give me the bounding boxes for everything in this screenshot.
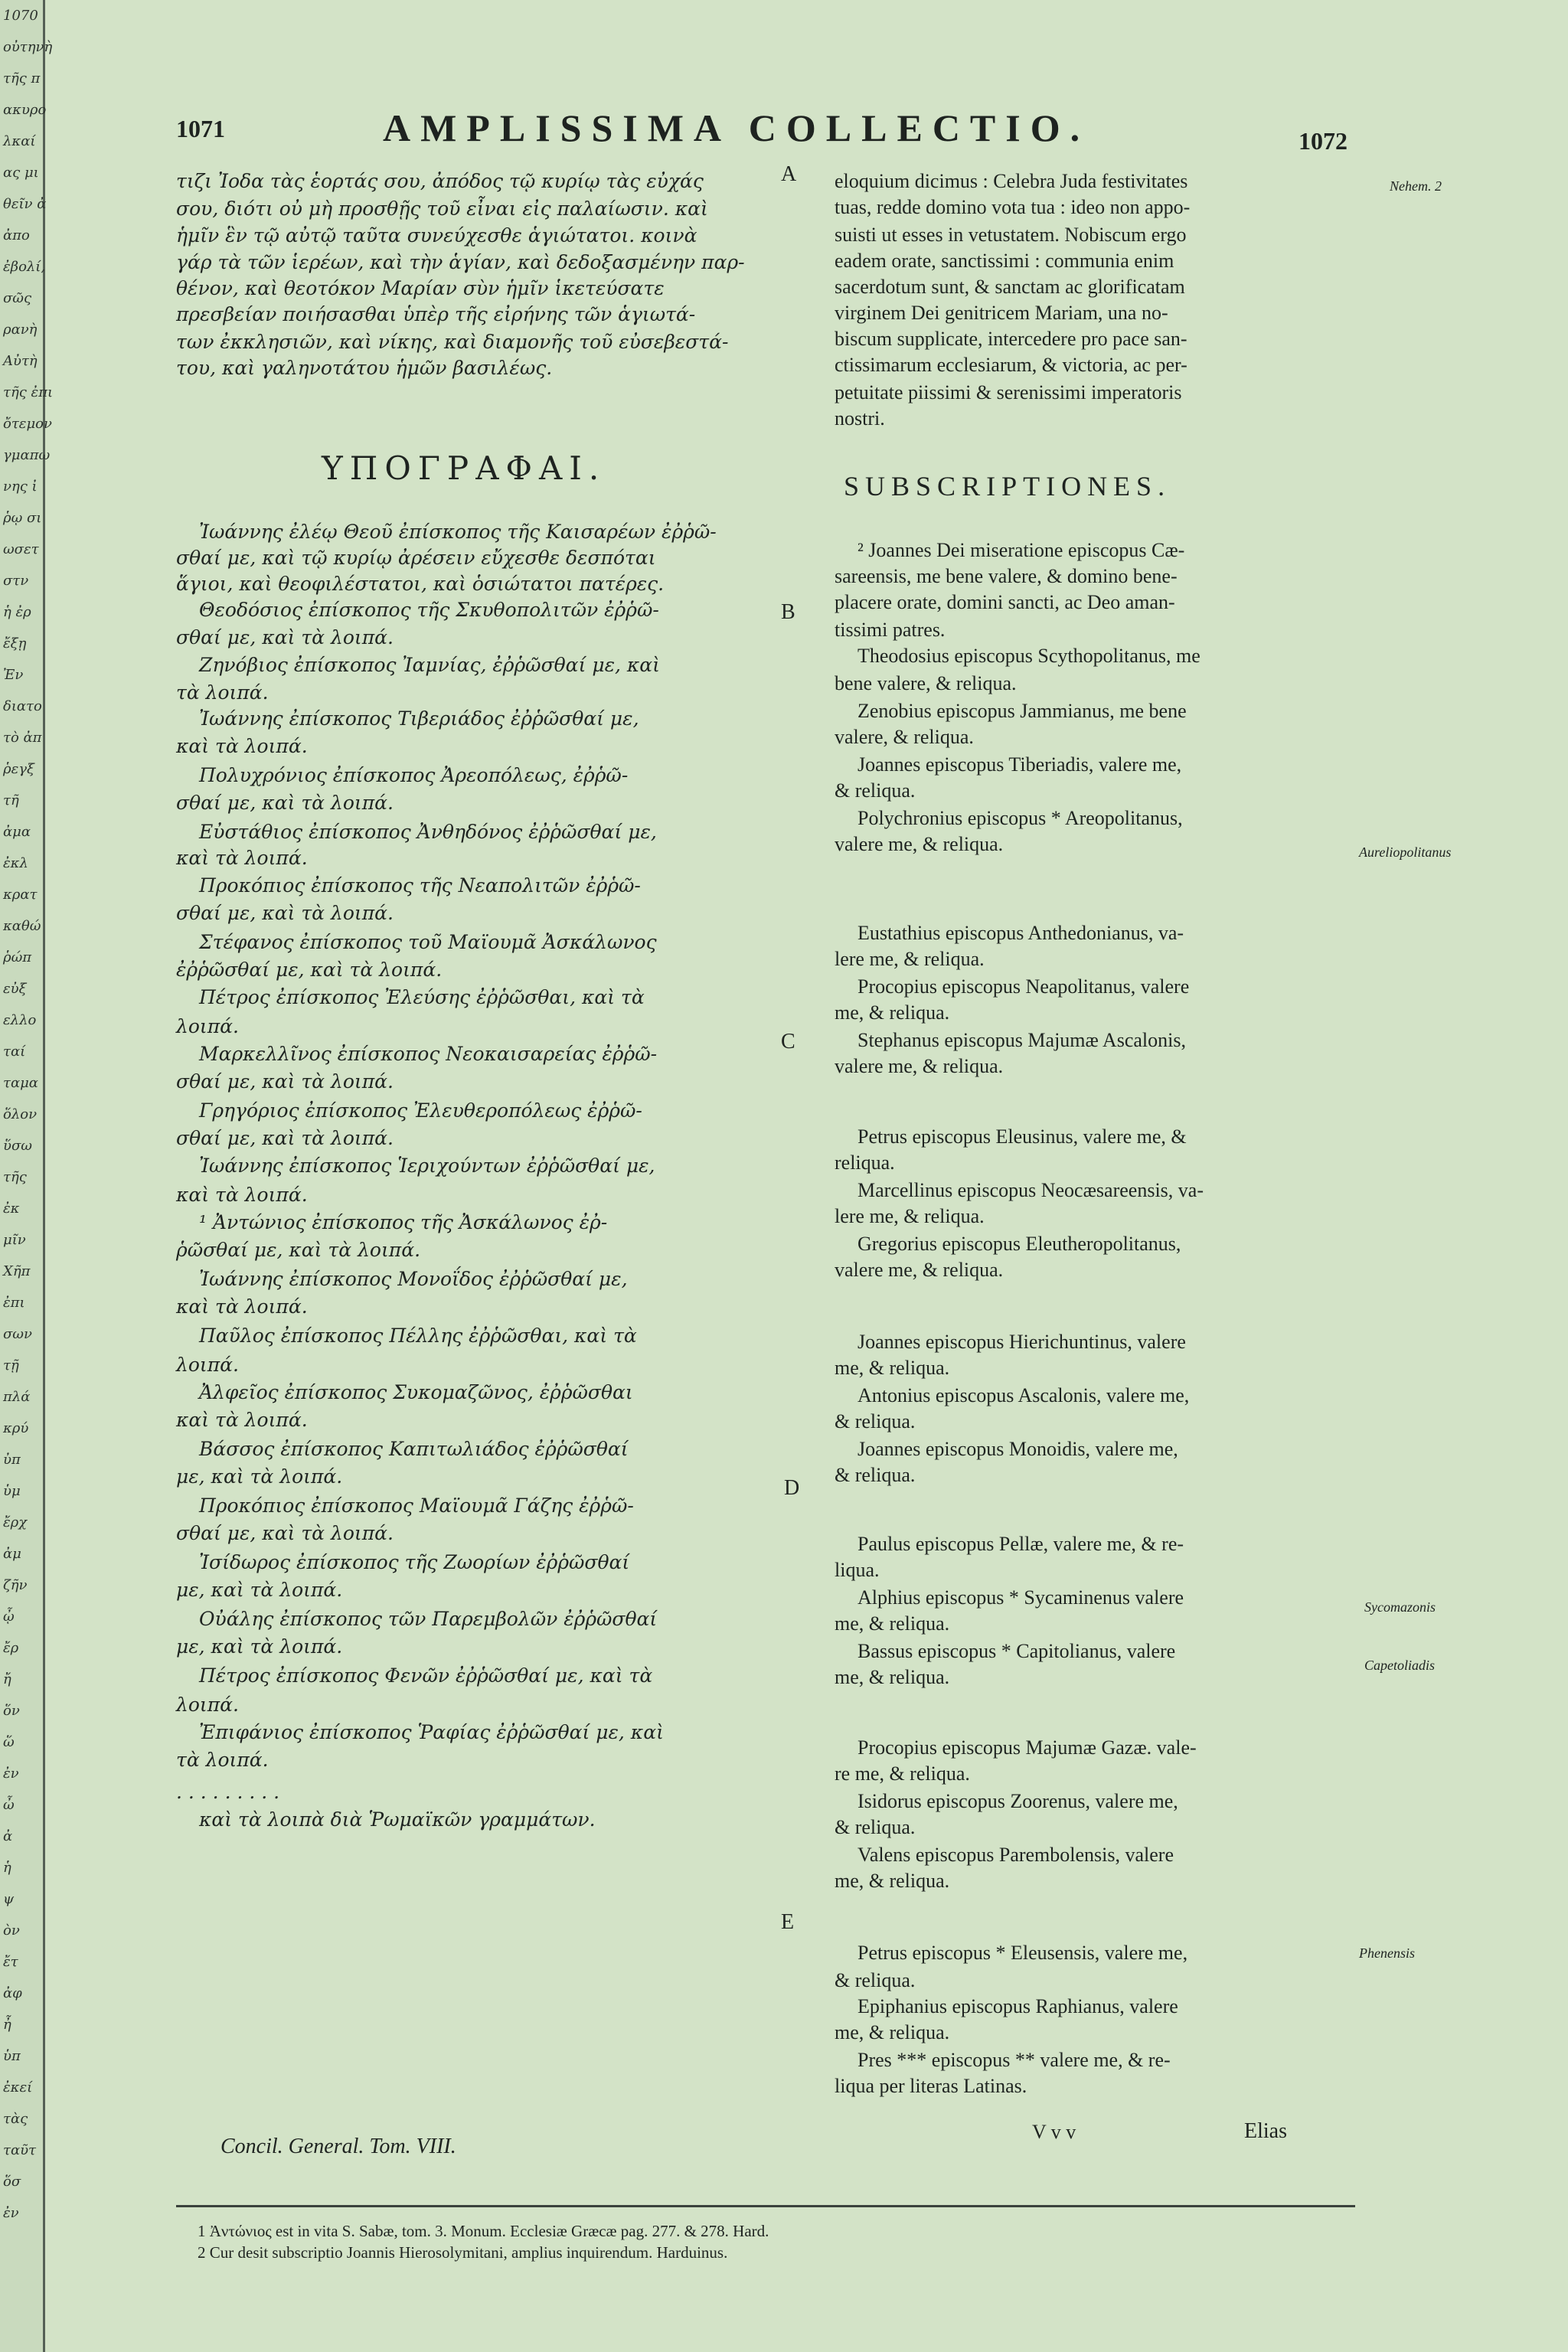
- text-line: Petrus episcopus * Eleusensis, valere me,: [858, 1942, 1188, 1964]
- text-line: bene valere, & reliqua.: [835, 672, 1017, 694]
- text-line: biscum supplicate, intercedere pro pace san-: [835, 328, 1187, 350]
- text-line: Παῦλος ἐπίσκοπος Πέλλης ἐῤῥῶσθαι, καὶ τὰ: [199, 1325, 637, 1347]
- margin-fragment: ὑπ: [3, 2048, 21, 2064]
- page-number-right: 1072: [1298, 127, 1348, 155]
- text-line: Bassus episcopus * Capitolianus, valere: [858, 1640, 1176, 1662]
- margin-fragment: οὐτηνὴ: [3, 39, 53, 55]
- text-line: θένον, καὶ θεοτόκον Μαρίαν σὺν ἡμῖν ἱκετεύσατε: [176, 277, 665, 299]
- page-header: [176, 106, 1348, 159]
- margin-fragment: ὦ: [3, 1797, 15, 1813]
- text-line: καὶ τὰ λοιπά.: [176, 735, 308, 757]
- margin-fragment: ἤ: [3, 1671, 11, 1687]
- text-line: λοιπά.: [176, 1015, 239, 1037]
- text-line: σθαί με, καὶ τῷ κυρίῳ ἀρέσειν εὔχεσθε δεσπόται: [176, 547, 656, 569]
- margin-fragment: ἔρχ: [3, 1514, 28, 1530]
- text-line: πρεσβείαν ποιήσασθαι ὑπὲρ τῆς εἰρήνης τῶν ἁγιωτά-: [176, 303, 696, 325]
- text-line: καὶ τὰ λοιπὰ διὰ Ῥωμαϊκῶν γραμμάτων.: [199, 1808, 596, 1831]
- margin-fragment: ῥῳ σι: [3, 510, 42, 526]
- margin-fragment: ωσετ: [3, 541, 39, 557]
- text-line: virginem Dei genitricem Mariam, una no-: [835, 302, 1168, 324]
- text-line: sareensis, me bene valere, & domino bene-: [835, 565, 1178, 587]
- text-line: Paulus episcopus Pellæ, valere me, & re-: [858, 1533, 1184, 1555]
- margin-fragment: ἐβολί,: [3, 259, 46, 275]
- margin-fragment: κρατ: [3, 887, 38, 903]
- text-line: καὶ τὰ λοιπά.: [176, 1409, 308, 1431]
- text-line: Marcellinus episcopus Neocæsareensis, va-: [858, 1179, 1204, 1201]
- text-line: Γρηγόριος ἐπίσκοπος Ἐλευθεροπόλεως ἐῤῥῶ-: [199, 1099, 642, 1122]
- text-line: Θεοδόσιος ἐπίσκοπος τῆς Σκυθοπολιτῶν ἐῤῥῶ-: [199, 599, 659, 621]
- side-note-aureliopolitanus: Aureliopolitanus: [1359, 844, 1452, 860]
- margin-fragment: ζῆν: [3, 1577, 28, 1593]
- margin-fragment: ἐκ: [3, 1200, 20, 1217]
- text-line: nostri.: [835, 407, 885, 430]
- footnote-2: 2 Cur desit subscriptio Joannis Hierosolymitani, amplius inquirendum. Harduinus.: [198, 2243, 728, 2262]
- footnote-rule: [176, 2205, 1355, 2207]
- margin-fragment: κρύ: [3, 1420, 29, 1436]
- text-line: τιζι Ἰοδα τὰς ἑορτάς σου, ἀπόδος τῷ κυρίῳ τὰς εὐχάς: [176, 170, 704, 192]
- margin-fragment: στν: [3, 573, 29, 589]
- side-note-capetoliadis: Capetoliadis: [1364, 1658, 1436, 1673]
- margin-fragment: ελλο: [3, 1012, 37, 1028]
- text-line: Joannes episcopus Hierichuntinus, valere: [858, 1331, 1186, 1353]
- text-line: Stephanus episcopus Majumæ Ascalonis,: [858, 1029, 1186, 1051]
- margin-fragment: ἡ: [3, 1860, 11, 1876]
- margin-letter-b: B: [781, 600, 795, 624]
- text-line: liqua per literas Latinas.: [835, 2075, 1027, 2097]
- text-line: Zenobius episcopus Jammianus, me bene: [858, 700, 1187, 722]
- text-line: Antonius episcopus Ascalonis, valere me,: [858, 1384, 1190, 1406]
- text-line: ἡμῖν ἓν τῷ αὐτῷ ταῦτα συνεύχεσθε ἁγιώτατοι. κοινὰ: [176, 224, 697, 247]
- text-line: . . . . . . . . .: [176, 1781, 280, 1803]
- margin-fragment: ὑμ: [3, 1483, 21, 1499]
- text-line: Pres *** episcopus ** valere me, & re-: [858, 2049, 1171, 2071]
- text-line: petuitate piissimi & serenissimi imperatoris: [835, 381, 1182, 403]
- margin-fragment: Χῆπ: [3, 1263, 31, 1279]
- left-margin-strip: [0, 0, 54, 2352]
- signature-mark: V v v: [1032, 2121, 1076, 2143]
- margin-fragment: γμαπω: [3, 447, 51, 463]
- text-line: re me, & reliqua.: [835, 1762, 970, 1785]
- text-line: me, & reliqua.: [835, 2021, 950, 2043]
- margin-fragment: πλά: [3, 1389, 31, 1405]
- margin-fragment: ἀφ: [3, 1985, 22, 2001]
- margin-fragment: σων: [3, 1326, 32, 1342]
- text-line: & reliqua.: [835, 1464, 916, 1486]
- margin-letter-c: C: [781, 1030, 795, 1054]
- text-line: Procopius episcopus Majumæ Gazæ. vale-: [858, 1736, 1197, 1759]
- text-line: valere me, & reliqua.: [835, 1259, 1004, 1281]
- text-line: eadem orate, sanctissimi : communia enim: [835, 250, 1174, 272]
- text-line: ¹ Ἀντώνιος ἐπίσκοπος τῆς Ἀσκάλωνος ἐῤ-: [199, 1211, 608, 1233]
- text-line: καὶ τὰ λοιπά.: [176, 1184, 308, 1206]
- margin-fragment: τῇ: [3, 1357, 19, 1374]
- text-line: liqua.: [835, 1559, 880, 1581]
- margin-fragment: ἐκλ: [3, 855, 28, 871]
- margin-fragment: ἔρ: [3, 1640, 19, 1656]
- text-line: Gregorius episcopus Eleutheropolitanus,: [858, 1233, 1181, 1255]
- margin-fragment: ρανὴ: [3, 322, 38, 338]
- text-line: σου, διότι οὐ μὴ προσθῇς τοῦ εἶναι εἰς παλαίωσιν. καὶ: [176, 198, 708, 220]
- margin-fragment: σῶς: [3, 290, 32, 306]
- text-line: & reliqua.: [835, 1969, 916, 1991]
- text-line: Procopius episcopus Neapolitanus, valere: [858, 975, 1190, 998]
- text-line: lere me, & reliqua.: [835, 1205, 985, 1227]
- text-line: valere me, & reliqua.: [835, 1055, 1004, 1077]
- margin-fragment: ἡ ἐρ: [3, 604, 31, 620]
- text-line: me, & reliqua.: [835, 1666, 950, 1688]
- margin-fragment: νης ἰ: [3, 479, 38, 495]
- text-line: ² Joannes Dei miseratione episcopus Cæ-: [858, 539, 1185, 561]
- text-line: & reliqua.: [835, 1816, 916, 1838]
- text-line: Eustathius episcopus Anthedonianus, va-: [858, 922, 1184, 944]
- margin-fragment: ἀμα: [3, 824, 31, 840]
- text-line: του, καὶ γαληνοτάτου ἡμῶν βασιλέως.: [176, 357, 553, 379]
- margin-fragment: τῆ: [3, 792, 19, 808]
- text-line: Ἰωάννης ἐπίσκοπος Τιβεριάδος ἐῤῥῶσθαί με,: [199, 707, 639, 730]
- margin-fragment: ῥεγξ: [3, 761, 34, 777]
- text-line: Πολυχρόνιος ἐπίσκοπος Ἀρεοπόλεως, ἐῤῥῶ-: [199, 764, 629, 786]
- text-line: σθαί με, καὶ τὰ λοιπά.: [176, 792, 394, 814]
- text-line: με, καὶ τὰ λοιπά.: [176, 1465, 343, 1488]
- text-line: Epiphanius episcopus Raphianus, valere: [858, 1995, 1178, 2017]
- margin-letter-a: A: [781, 162, 797, 186]
- side-note-nehem: Nehem. 2: [1390, 178, 1442, 194]
- text-line: me, & reliqua.: [835, 1612, 950, 1635]
- margin-fragment: ᾦ: [3, 1609, 15, 1625]
- margin-fragment: ψ: [3, 1891, 15, 1907]
- text-line: τὰ λοιπά.: [176, 681, 269, 704]
- text-line: ἐῤῥῶσθαί με, καὶ τὰ λοιπά.: [176, 959, 443, 981]
- text-line: me, & reliqua.: [835, 1357, 950, 1379]
- margin-fragment: ας μι: [3, 165, 39, 181]
- margin-fragment: ἔξῃ: [3, 635, 27, 652]
- margin-fragment: ἔτ: [3, 1954, 18, 1970]
- text-line: σθαί με, καὶ τὰ λοιπά.: [176, 1127, 394, 1149]
- text-line: Theodosius episcopus Scythopolitanus, me: [858, 645, 1200, 667]
- catchword: Elias: [1244, 2119, 1287, 2143]
- page-number-left: 1071: [176, 115, 225, 142]
- text-line: valere, & reliqua.: [835, 726, 974, 748]
- text-line: των ἐκκλησιῶν, καὶ νίκης, καὶ διαμονῆς τοῦ εὐσεβεστά-: [176, 331, 729, 353]
- latin-section-title: SUBSCRIPTIONES.: [844, 471, 1171, 501]
- margin-fragment: τῆς ἐπι: [3, 384, 54, 400]
- text-line: ἅγιοι, καὶ θεοφιλέστατοι, καὶ ὁσιώτατοι πατέρες.: [176, 573, 665, 595]
- margin-fragment: τῆς π: [3, 70, 41, 87]
- margin-fragment: ὅλον: [3, 1106, 38, 1122]
- text-line: & reliqua.: [835, 1410, 916, 1432]
- text-line: Πέτρος ἐπίσκοπος Ἐλεύσης ἐῤῥῶσθαι, καὶ τὰ: [199, 986, 645, 1008]
- margin-fragment: ὸν: [3, 1922, 20, 1939]
- margin-fragment: ταί: [3, 1044, 26, 1060]
- margin-fragment: εὐξ: [3, 981, 27, 997]
- text-line: Ἰσίδωρος ἐπίσκοπος τῆς Ζωορίων ἐῤῥῶσθαί: [199, 1551, 630, 1573]
- text-line: τὰ λοιπά.: [176, 1749, 269, 1771]
- text-line: eloquium dicimus : Celebra Juda festivitates: [835, 170, 1188, 192]
- footnote-1: 1 Ἀντώνιος est in vita S. Sabæ, tom. 3. Monum. Ecclesiæ Græcæ pag. 277. & 278. Hard.: [198, 2222, 769, 2240]
- margin-fragment: μῖν: [3, 1232, 26, 1248]
- text-line: & reliqua.: [835, 779, 916, 802]
- margin-letter-e: E: [781, 1910, 795, 1934]
- text-line: Ἐπιφάνιος ἐπίσκοπος Ῥαφίας ἐῤῥῶσθαί με, καὶ: [199, 1721, 664, 1743]
- text-line: Εὐστάθιος ἐπίσκοπος Ἀνθηδόνος ἐῤῥῶσθαί με,: [199, 821, 657, 843]
- text-line: με, καὶ τὰ λοιπά.: [176, 1579, 343, 1601]
- margin-fragment: ἐν: [3, 2205, 19, 2221]
- text-line: σθαί με, καὶ τὰ λοιπά.: [176, 1522, 394, 1544]
- text-line: me, & reliqua.: [835, 1870, 950, 1892]
- margin-fragment: ἐν: [3, 1766, 19, 1782]
- text-line: Οὐάλης ἐπίσκοπος τῶν Παρεμβολῶν ἐῤῥῶσθαί: [199, 1608, 658, 1630]
- text-line: tissimi patres.: [835, 619, 946, 641]
- margin-fragment: τὸ ἀπ: [3, 730, 42, 746]
- text-line: suisti ut esses in vetustatem. Nobiscum ergo: [835, 224, 1187, 246]
- text-line: Στέφανος ἐπίσκοπος τοῦ Μαϊουμᾶ Ἀσκάλωνος: [199, 931, 657, 953]
- text-line: me, & reliqua.: [835, 1001, 950, 1024]
- margin-fragment: ταῦτ: [3, 2142, 37, 2158]
- text-line: με, καὶ τὰ λοιπά.: [176, 1635, 343, 1658]
- margin-fragment: ὅσ: [3, 2174, 21, 2190]
- margin-fragment: τὰς: [3, 2111, 28, 2127]
- text-line: ctissimarum ecclesiarum, & victoria, ac per-: [835, 354, 1187, 376]
- text-line: σθαί με, καὶ τὰ λοιπά.: [176, 1070, 394, 1093]
- margin-fragment: ἐκεί: [3, 2079, 33, 2096]
- margin-fragment: ὄτεμον: [3, 416, 52, 432]
- text-line: Petrus episcopus Eleusinus, valere me, &: [858, 1125, 1187, 1148]
- margin-fragment: ἀ: [3, 1828, 13, 1844]
- margin-fragment: ἀμ: [3, 1546, 21, 1562]
- text-line: reliqua.: [835, 1152, 895, 1174]
- text-line: Ἰωάννης ἐλέῳ Θεοῦ ἐπίσκοπος τῆς Καισαρέων ἐῤῥῶ-: [199, 521, 717, 543]
- text-line: Βάσσος ἐπίσκοπος Καπιτωλιάδος ἐῤῥῶσθαί: [199, 1438, 629, 1460]
- text-line: Ἰωάννης ἐπίσκοπος Ἱεριχούντων ἐῤῥῶσθαί με,: [199, 1155, 655, 1177]
- side-note-phenensis: Phenensis: [1359, 1945, 1415, 1961]
- text-line: Μαρκελλῖνος ἐπίσκοπος Νεοκαισαρείας ἐῤῥῶ-: [199, 1043, 658, 1065]
- margin-fragment: 1070: [3, 8, 38, 24]
- text-line: placere orate, domini sancti, ac Deo aman-: [835, 591, 1175, 613]
- text-line: λοιπά.: [176, 1354, 239, 1376]
- margin-fragment: ἦ: [3, 2017, 11, 2033]
- margin-fragment: ακυρο: [3, 102, 47, 118]
- margin-fragment: καθώ: [3, 918, 41, 934]
- margin-fragment: ὐπ: [3, 1452, 21, 1468]
- text-line: ῥῶσθαί με, καὶ τὰ λοιπά.: [176, 1239, 421, 1261]
- margin-fragment: τῆς: [3, 1169, 27, 1185]
- margin-fragment: ῥώπ: [3, 949, 32, 965]
- running-title: AMPLISSIMA COLLECTIO.: [383, 106, 1090, 149]
- text-line: γάρ τὰ τῶν ἱερέων, καὶ τὴν ἁγίαν, καὶ δεδοξασμένην παρ-: [176, 251, 745, 273]
- text-line: καὶ τὰ λοιπά.: [176, 1295, 308, 1318]
- margin-fragment: Αὐτὴ: [3, 353, 38, 369]
- text-line: Joannes episcopus Tiberiadis, valere me,: [858, 753, 1182, 776]
- text-line: Προκόπιος ἐπίσκοπος τῆς Νεαπολιτῶν ἐῤῥῶ-: [199, 874, 641, 897]
- text-line: Alphius episcopus * Sycaminenus valere: [858, 1586, 1184, 1609]
- text-line: tuas, redde domino vota tua : ideo non appo-: [835, 196, 1191, 218]
- text-line: Ἀλφεῖος ἐπίσκοπος Συκομαζῶνος, ἐῤῥῶσθαι: [199, 1381, 633, 1403]
- text-line: Polychronius episcopus * Areopolitanus,: [858, 807, 1183, 829]
- margin-fragment: ὥ: [3, 1734, 15, 1750]
- text-line: Πέτρος ἐπίσκοπος Φενῶν ἐῤῥῶσθαί με, καὶ τὰ: [199, 1664, 653, 1687]
- margin-fragment: ὅν: [3, 1703, 20, 1719]
- text-line: καὶ τὰ λοιπά.: [176, 847, 308, 869]
- margin-fragment: ὕσω: [3, 1138, 32, 1154]
- margin-fragment: Ἐν: [3, 667, 24, 683]
- volume-reference: Concil. General. Tom. VIII.: [220, 2135, 456, 2158]
- text-line: Ἰωάννης ἐπίσκοπος Μονοΐδος ἐῤῥῶσθαί με,: [199, 1268, 628, 1290]
- greek-section-title: ΥΠΟΓΡΑΦΑΙ.: [322, 449, 606, 487]
- text-line: σθαί με, καὶ τὰ λοιπά.: [176, 626, 394, 648]
- text-line: valere me, & reliqua.: [835, 833, 1004, 855]
- margin-fragment: ἀπο: [3, 227, 30, 243]
- margin-fragment: λκαί: [3, 133, 36, 149]
- text-line: Valens episcopus Parembolensis, valere: [858, 1844, 1174, 1866]
- margin-fragment: διατο: [3, 698, 42, 714]
- margin-fragment: θεῖν ἀ: [3, 196, 47, 212]
- text-line: Προκόπιος ἐπίσκοπος Μαϊουμᾶ Γάζης ἐῤῥῶ-: [199, 1494, 634, 1517]
- text-line: lere me, & reliqua.: [835, 948, 985, 970]
- text-line: λοιπά.: [176, 1694, 239, 1716]
- text-line: Joannes episcopus Monoidis, valere me,: [858, 1438, 1178, 1460]
- text-line: σθαί με, καὶ τὰ λοιπά.: [176, 902, 394, 924]
- text-line: Ζηνόβιος ἐπίσκοπος Ἰαμνίας, ἐῤῥῶσθαί με, καὶ: [199, 654, 660, 676]
- text-line: Isidorus episcopus Zoorenus, valere me,: [858, 1790, 1178, 1812]
- margin-fragment: ἐπι: [3, 1295, 25, 1311]
- margin-letter-d: D: [784, 1476, 800, 1500]
- side-note-sycomazonis: Sycomazonis: [1364, 1599, 1436, 1615]
- margin-fragment: ταμα: [3, 1075, 38, 1091]
- text-line: sacerdotum sunt, & sanctam ac glorificatam: [835, 276, 1185, 298]
